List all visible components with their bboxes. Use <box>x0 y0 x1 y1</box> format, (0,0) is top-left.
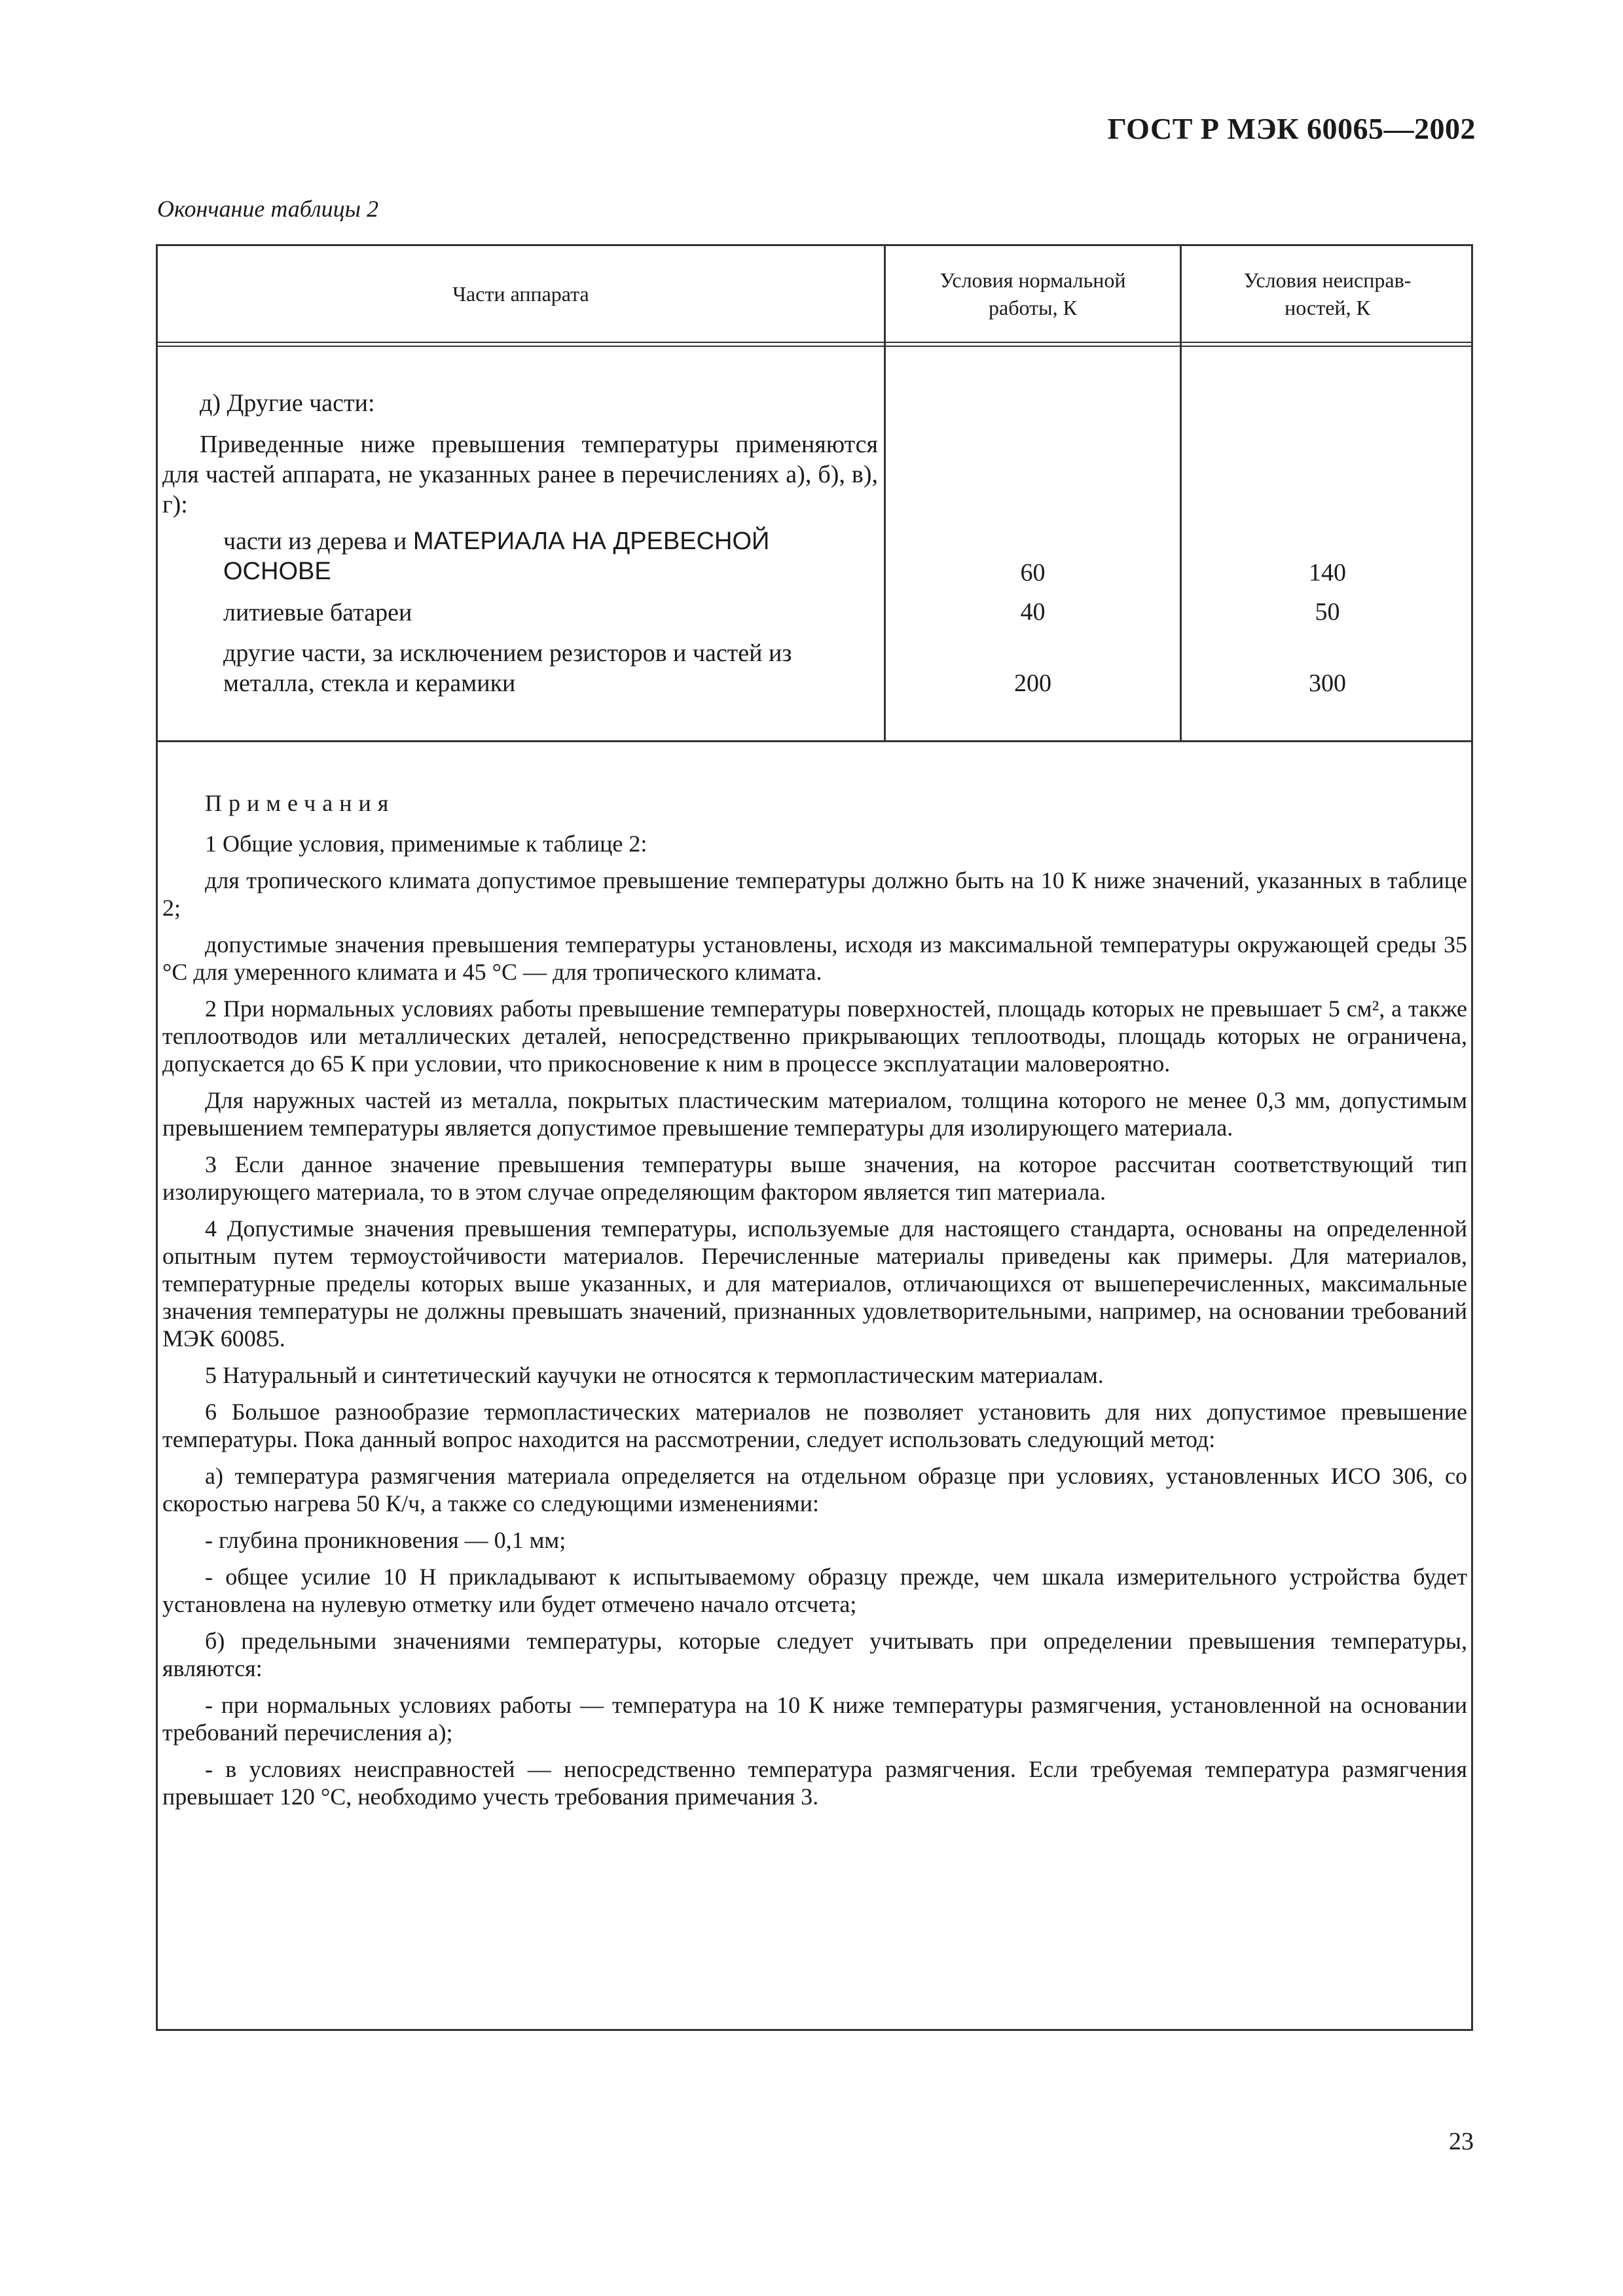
row-other: другие части, за исключением резисторов и частей из металла, стекла и керамики <box>223 639 792 697</box>
note-paragraph: - глубина проникновения — 0,1 мм; <box>205 1527 566 1553</box>
row-lithium-normal: 40 <box>1020 598 1046 626</box>
note-paragraph: - при нормальных условиях работы — температура на 10 К ниже температуры размягчения, установленной на основании требований перечисления а); <box>162 1692 1467 1746</box>
header-fault <box>1182 246 1473 342</box>
table-frame <box>156 244 1473 2031</box>
header-parts-label: Части аппарата <box>452 282 589 306</box>
note-paragraph: 5 Натуральный и синтетический каучуки не относятся к термопластическим материалам. <box>205 1362 1104 1388</box>
row-other-fault: 300 <box>1309 670 1346 697</box>
note-paragraph: для тропического климата допустимое превышение температуры должно быть на 10 К ниже значений, указанных в таблице 2; <box>162 867 1467 921</box>
row-other-normal: 200 <box>1014 670 1051 697</box>
row-wood-caps: МАТЕРИАЛА НА ДРЕВЕСНОЙ ОСНОВЕ <box>223 528 770 585</box>
header-parts <box>158 246 884 342</box>
row-wood-label: части из дерева и <box>223 528 413 555</box>
header-normal <box>886 246 1180 342</box>
note-paragraph: а) температура размягчения материала определяется на отдельном образце при условиях, установленных ИСО 306, со скоростью нагрева 50 К/ч, а также со следующими изменениями: <box>162 1463 1467 1516</box>
header-fault-line1: Условия неисправ- <box>1243 268 1412 292</box>
header-rule-2 <box>158 346 1471 347</box>
note-paragraph: 4 Допустимые значения превышения температуры, используемые для настоящего стандарта, основаны на определенной опытным путем термоустойчивости материалов. Перечисленные материалы приведены как примеры. Для материалов, температурные пределы которых выше указанных, и для материалов, отличающихся от вышеперечисленных, максимальные значения температуры не должны превышать значений, признанных удовлетворительными, например, на основании требований МЭК 60085. <box>162 1215 1467 1352</box>
section-intro: Приведенные ниже превышения температуры применяются для частей аппарата, не указанных ранее в перечислениях а), б), в), г): <box>162 431 878 518</box>
note-paragraph: б) предельными значениями температуры, которые следует учитывать при определении превышения температуры, являются: <box>162 1628 1467 1681</box>
notes-block <box>162 789 1467 1820</box>
header-normal-line2: работы, К <box>989 296 1077 319</box>
table-caption: Окончание таблицы 2 <box>157 196 379 222</box>
row-lithium-fault: 50 <box>1315 598 1340 626</box>
body-rule <box>158 740 1471 742</box>
note-paragraph: допустимые значения превышения температуры установлены, исходя из максимальной температуры окружающей среды 35 °С для умеренного климата и 45 °С — для тропического климата. <box>162 931 1467 985</box>
note-paragraph: 1 Общие условия, применимые к таблице 2: <box>205 831 647 857</box>
note-paragraph: 6 Большое разнообразие термопластических материалов не позволяет установить для них допустимое превышение температуры. Пока данный вопрос находится на рассмотрении, следует использовать следующий метод: <box>162 1399 1467 1452</box>
section-title: д) Другие части: <box>200 389 375 417</box>
page-number: 23 <box>1449 2128 1474 2155</box>
note-paragraph: 3 Если данное значение превышения температуры выше значения, на которое рассчитан соответствующий тип изолирующего материала, то в этом случае определяющим фактором является тип материала. <box>162 1151 1467 1205</box>
note-paragraph: Для наружных частей из металла, покрытых пластическим материалом, толщина которого не менее 0,3 мм, допустимым превышением температуры является допустимое превышение температуры для изолирующего материала. <box>162 1087 1467 1141</box>
row-wood <box>223 526 878 586</box>
note-paragraph: 2 При нормальных условиях работы превышение температуры поверхностей, площадь которых не превышает 5 см², а также теплоотводов или металлических деталей, непосредственно прикрывающих теплоотводы, площадь которых не ограничена, допускается до 65 К при условии, что прикосновение к ним в процессе эксплуатации маловероятно. <box>162 996 1467 1077</box>
row-wood-normal: 60 <box>1020 559 1046 586</box>
note-paragraph: - в условиях неисправностей — непосредственно температура размягчения. Если требуемая температура размягчения превышает 120 °С, необходимо учесть требования примечания 3. <box>162 1756 1467 1810</box>
notes-title: Примечания <box>205 790 395 816</box>
document-code: ГОСТ Р МЭК 60065—2002 <box>1107 112 1476 145</box>
header-rule-1 <box>158 342 1471 343</box>
header-fault-line2: ностей, К <box>1285 296 1370 319</box>
row-wood-fault: 140 <box>1309 559 1346 586</box>
header-normal-line1: Условия нормальной <box>939 268 1126 292</box>
note-paragraph: - общее усилие 10 Н прикладывают к испытываемому образцу прежде, чем шкала измерительного устройства будет установлена на нулевую отметку или будет отмечено начало отсчета; <box>162 1564 1467 1617</box>
row-lithium: литиевые батареи <box>223 599 412 626</box>
